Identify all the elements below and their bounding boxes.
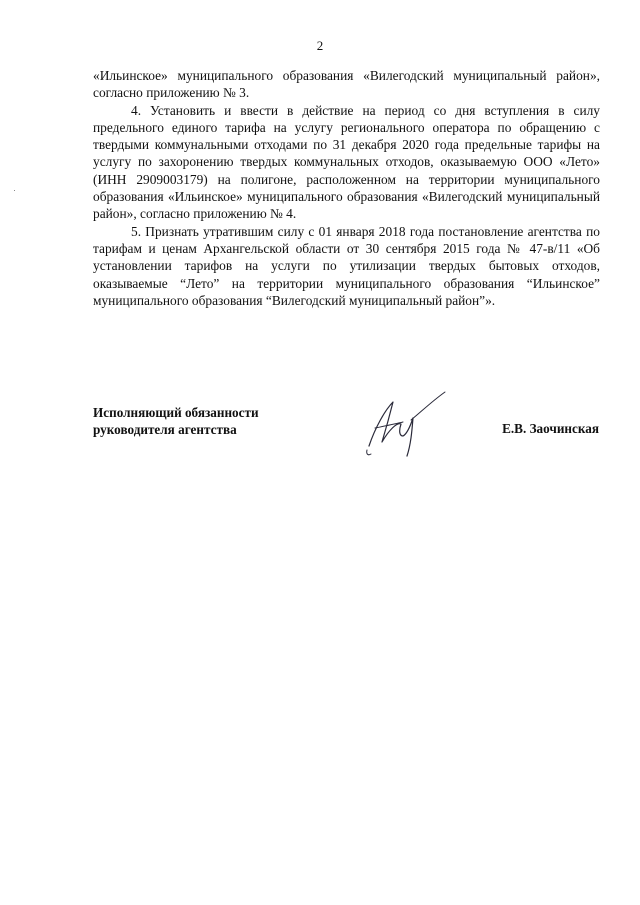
page-number: 2 [316, 38, 324, 53]
paragraph-item-4: 4. Установить и ввести в действие на период со дня вступления в силу предельного единого тарифа на услугу регионального оператора по обращению с твердыми коммунальными отходами по 31 декабря 2020 года предельные тарифы на услугу по захоронению твердых коммунальных отходов, оказываемую ООО «Лето» (ИНН 2909003179) на полигоне, расположенном на территории муниципального образования «Ильинское» муниципального образования «Вилегодский муниципальный район», согласно приложению № 4. [93, 102, 600, 222]
signatory-title-line2: руководителя агентства [93, 422, 237, 437]
paragraph-item-5: 5. Признать утратившим силу с 01 января 2018 года постановление агентства по тарифам и ценам Архангельской области от 30 сентября 2015 года № 47-в/11 «Об установлении тарифов на услуги по утилизации твердых бытовых отходов, оказываемые “Лето” на территории муниципального образования “Ильинское” муниципального образования “Вилегодский муниципальный район”». [93, 223, 600, 308]
paragraph-continuation: «Ильинское» муниципального образования «Вилегодский муниципальный район», согласно приложению № 3. [93, 68, 600, 101]
handwritten-signature [355, 380, 450, 460]
signatory-name: Е.В. Заочинская [502, 421, 599, 436]
signatory-title-line1: Исполняющий обязанности [93, 405, 259, 420]
scan-artifact [14, 190, 15, 191]
document-body [93, 67, 600, 309]
